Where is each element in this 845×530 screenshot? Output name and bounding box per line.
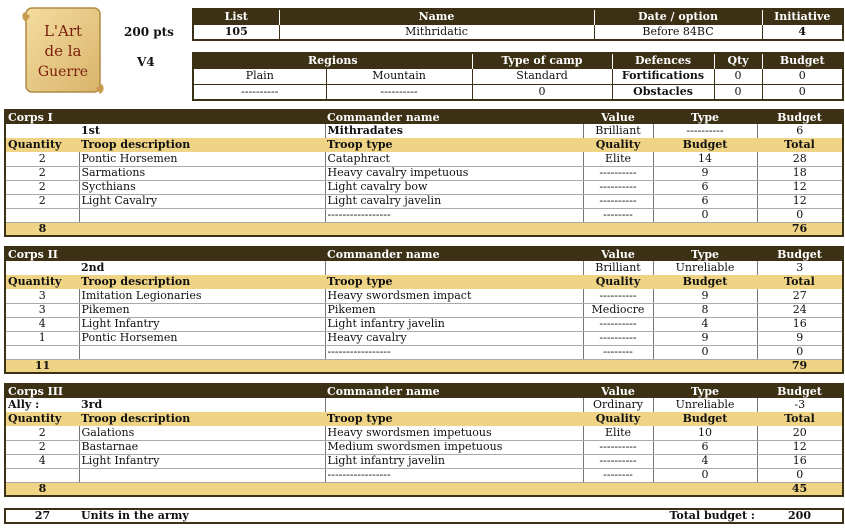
camp-header: Type of camp (472, 53, 612, 68)
troop-type: Light cavalry bow (325, 180, 583, 194)
troop-total: 27 (757, 289, 843, 303)
troop-quality: ---------- (583, 194, 653, 208)
troop-description: Pontic Horsemen (79, 152, 325, 166)
total-header: Total (757, 275, 843, 289)
troop-type: Medium swordsmen impetuous (325, 440, 583, 454)
scroll-logo-icon (20, 4, 106, 96)
unit-budget-header: Budget (653, 275, 757, 289)
troop-type: Heavy swordsmen impetuous (325, 426, 583, 440)
obstacles-budget: 0 (762, 84, 843, 100)
troop-unit-budget: 9 (653, 331, 757, 345)
corps-total-qty: 8 (5, 222, 79, 236)
region-4: ---------- (326, 84, 472, 100)
table-row (5, 468, 843, 482)
ally-label: Ally : (8, 398, 40, 411)
region-3: ---------- (193, 84, 326, 100)
table-row (5, 440, 843, 454)
logo-line-3: Guerre (37, 64, 89, 80)
logo (20, 4, 106, 96)
troop-quality: ---------- (583, 166, 653, 180)
troop-unit-budget: 6 (653, 194, 757, 208)
troop-quality: ---------- (583, 289, 653, 303)
table-row (5, 317, 843, 331)
table-row (5, 345, 843, 359)
troop-quantity: 2 (5, 440, 79, 454)
commander-type: Unreliable (653, 261, 757, 275)
quality-header: Quality (583, 275, 653, 289)
region-1: Plain (193, 68, 326, 84)
troop-quantity: 2 (5, 180, 79, 194)
troop-description-header: Troop description (79, 275, 325, 289)
commander-name (325, 261, 583, 275)
troop-description: Sycthians (79, 180, 325, 194)
logo-line-2: de la (44, 42, 82, 60)
troop-quality: Elite (583, 426, 653, 440)
troop-type: Light infantry javelin (325, 454, 583, 468)
troop-total: 24 (757, 303, 843, 317)
army-total-table (4, 508, 844, 524)
commander-name: Mithradates (325, 124, 583, 138)
quality-header: Quality (583, 138, 653, 152)
troop-quality: -------- (583, 468, 653, 482)
fortifications-qty: 0 (714, 68, 762, 84)
troop-total: 0 (757, 208, 843, 222)
table-row (5, 152, 843, 166)
quantity-header: Quantity (5, 412, 79, 426)
troop-type: Light infantry javelin (325, 317, 583, 331)
initiative-value: 4 (762, 24, 843, 40)
list-header: List (193, 9, 279, 24)
troop-quantity: 2 (5, 166, 79, 180)
troop-quality: -------- (583, 345, 653, 359)
troop-type: Heavy cavalry impetuous (325, 166, 583, 180)
corps-2-rows (5, 289, 843, 359)
table-row (5, 194, 843, 208)
troop-total: 12 (757, 194, 843, 208)
commander-type: ---------- (653, 124, 757, 138)
troop-type: Pikemen (325, 303, 583, 317)
troop-quality: Elite (583, 152, 653, 166)
commander-rank: 3rd (81, 398, 103, 411)
troop-unit-budget: 0 (653, 345, 757, 359)
commander-rank: 2nd (81, 261, 105, 274)
troop-description: Light Infantry (79, 317, 325, 331)
table-row (5, 454, 843, 468)
troop-quantity: 2 (5, 194, 79, 208)
type-header: Type (653, 384, 757, 398)
camp-type: Standard (472, 68, 612, 84)
budget-header: Budget (757, 384, 843, 398)
table-row (5, 289, 843, 303)
troop-description: Galations (79, 426, 325, 440)
troop-description: Sarmations (79, 166, 325, 180)
commander-value: Brilliant (583, 124, 653, 138)
commander-budget: 6 (757, 124, 843, 138)
regions-header: Regions (193, 53, 472, 68)
troop-unit-budget: 0 (653, 208, 757, 222)
commander-name (325, 398, 583, 412)
table-row (5, 426, 843, 440)
troop-type: ----------------- (325, 468, 583, 482)
ally-label (5, 124, 79, 138)
value-header: Value (583, 247, 653, 261)
obstacles-label: Obstacles (612, 84, 714, 100)
commander-budget: 3 (757, 261, 843, 275)
troop-type: Cataphract (325, 152, 583, 166)
troop-quality: -------- (583, 208, 653, 222)
type-header: Type (653, 247, 757, 261)
troop-quality: ---------- (583, 317, 653, 331)
quantity-header: Quantity (5, 275, 79, 289)
corps-total-budget: 79 (757, 359, 843, 373)
troop-unit-budget: 9 (653, 166, 757, 180)
troop-unit-budget: 6 (653, 440, 757, 454)
total-budget-label: Total budget : (669, 509, 755, 522)
troop-quantity: 2 (5, 426, 79, 440)
troop-unit-budget: 10 (653, 426, 757, 440)
date-header: Date / option (594, 9, 762, 24)
corps-2-table (4, 246, 844, 374)
corps-1-rows (5, 152, 843, 222)
fortifications-label: Fortifications (612, 68, 714, 84)
fortifications-budget: 0 (762, 68, 843, 84)
commander-budget: -3 (757, 398, 843, 412)
commander-type: Unreliable (653, 398, 757, 412)
points-label: 200 pts (124, 25, 174, 39)
troop-total: 28 (757, 152, 843, 166)
troop-unit-budget: 6 (653, 180, 757, 194)
budget-header: Budget (757, 247, 843, 261)
troop-description: Pikemen (79, 303, 325, 317)
corps-title: Corps II (5, 247, 325, 261)
troop-total: 20 (757, 426, 843, 440)
corps-total-budget: 76 (757, 222, 843, 236)
troop-quality: ---------- (583, 331, 653, 345)
troop-total: 12 (757, 440, 843, 454)
troop-quantity: 3 (5, 289, 79, 303)
troop-description: Light Infantry (79, 454, 325, 468)
date-option: Before 84BC (594, 24, 762, 40)
troop-description: Bastarnae (79, 440, 325, 454)
troop-quantity: 4 (5, 317, 79, 331)
troop-unit-budget: 4 (653, 317, 757, 331)
troop-unit-budget: 14 (653, 152, 757, 166)
troop-quantity: 2 (5, 152, 79, 166)
troop-type-header: Troop type (325, 275, 583, 289)
region-2: Mountain (326, 68, 472, 84)
troop-quality: ---------- (583, 440, 653, 454)
total-header: Total (757, 138, 843, 152)
total-budget-value: 200 (788, 509, 811, 522)
troop-description: Light Cavalry (79, 194, 325, 208)
corps-total-budget: 45 (757, 482, 843, 496)
troop-total: 16 (757, 454, 843, 468)
list-table (192, 8, 844, 41)
corps-3-table (4, 383, 844, 497)
troop-type: Heavy cavalry (325, 331, 583, 345)
troop-unit-budget: 8 (653, 303, 757, 317)
value-header: Value (583, 110, 653, 124)
troop-quality: ---------- (583, 180, 653, 194)
table-row (5, 180, 843, 194)
troop-quantity (5, 468, 79, 482)
defences-header: Defences (612, 53, 714, 68)
troop-description-header: Troop description (79, 138, 325, 152)
unit-budget-header: Budget (653, 412, 757, 426)
troop-unit-budget: 4 (653, 454, 757, 468)
list-number: 105 (193, 24, 279, 40)
troop-total: 18 (757, 166, 843, 180)
troop-quantity (5, 208, 79, 222)
commander-value: Ordinary (583, 398, 653, 412)
troop-quantity: 3 (5, 303, 79, 317)
quantity-header: Quantity (5, 138, 79, 152)
value-header: Value (583, 384, 653, 398)
troop-description: Imitation Legionaries (79, 289, 325, 303)
obstacles-qty: 0 (714, 84, 762, 100)
troop-type-header: Troop type (325, 412, 583, 426)
troop-description (79, 208, 325, 222)
troop-type: Heavy swordsmen impact (325, 289, 583, 303)
quality-header: Quality (583, 412, 653, 426)
troop-type-header: Troop type (325, 138, 583, 152)
troop-type: ----------------- (325, 208, 583, 222)
troop-description (79, 468, 325, 482)
version-label: V4 (137, 55, 155, 69)
army-name: Mithridatic (279, 24, 594, 40)
troop-quantity: 4 (5, 454, 79, 468)
troop-quality: Mediocre (583, 303, 653, 317)
troop-quantity: 1 (5, 331, 79, 345)
name-header: Name (279, 9, 594, 24)
corps-total-qty: 8 (5, 482, 79, 496)
budget-header: Budget (762, 53, 843, 68)
troop-total: 12 (757, 180, 843, 194)
initiative-header: Initiative (762, 9, 843, 24)
commander-rank: 1st (81, 124, 100, 137)
troop-total: 0 (757, 468, 843, 482)
qty-header: Qty (714, 53, 762, 68)
budget-header: Budget (757, 110, 843, 124)
table-row (5, 303, 843, 317)
logo-line-1: L'Art (43, 22, 83, 40)
regions-table (192, 52, 844, 101)
troop-total: 0 (757, 345, 843, 359)
troop-total: 9 (757, 331, 843, 345)
table-row (5, 166, 843, 180)
troop-unit-budget: 9 (653, 289, 757, 303)
total-header: Total (757, 412, 843, 426)
table-row (5, 331, 843, 345)
ally-label (5, 261, 79, 275)
troop-quantity (5, 345, 79, 359)
corps-title: Corps I (5, 110, 325, 124)
troop-description (79, 345, 325, 359)
troop-type: ----------------- (325, 345, 583, 359)
troop-description-header: Troop description (79, 412, 325, 426)
camp-value: 0 (472, 84, 612, 100)
commander-name-header: Commander name (325, 247, 583, 261)
troop-type: Light cavalry javelin (325, 194, 583, 208)
troop-total: 16 (757, 317, 843, 331)
units-label: Units in the army (81, 509, 189, 522)
corps-total-qty: 11 (5, 359, 79, 373)
corps-3-rows (5, 426, 843, 482)
corps-1-table (4, 109, 844, 237)
table-row (5, 208, 843, 222)
troop-description: Pontic Horsemen (79, 331, 325, 345)
commander-name-header: Commander name (325, 110, 583, 124)
type-header: Type (653, 110, 757, 124)
commander-value: Brilliant (583, 261, 653, 275)
units-count: 27 (34, 509, 51, 522)
corps-title: Corps III (5, 384, 325, 398)
troop-quality: ---------- (583, 454, 653, 468)
commander-name-header: Commander name (325, 384, 583, 398)
troop-unit-budget: 0 (653, 468, 757, 482)
unit-budget-header: Budget (653, 138, 757, 152)
